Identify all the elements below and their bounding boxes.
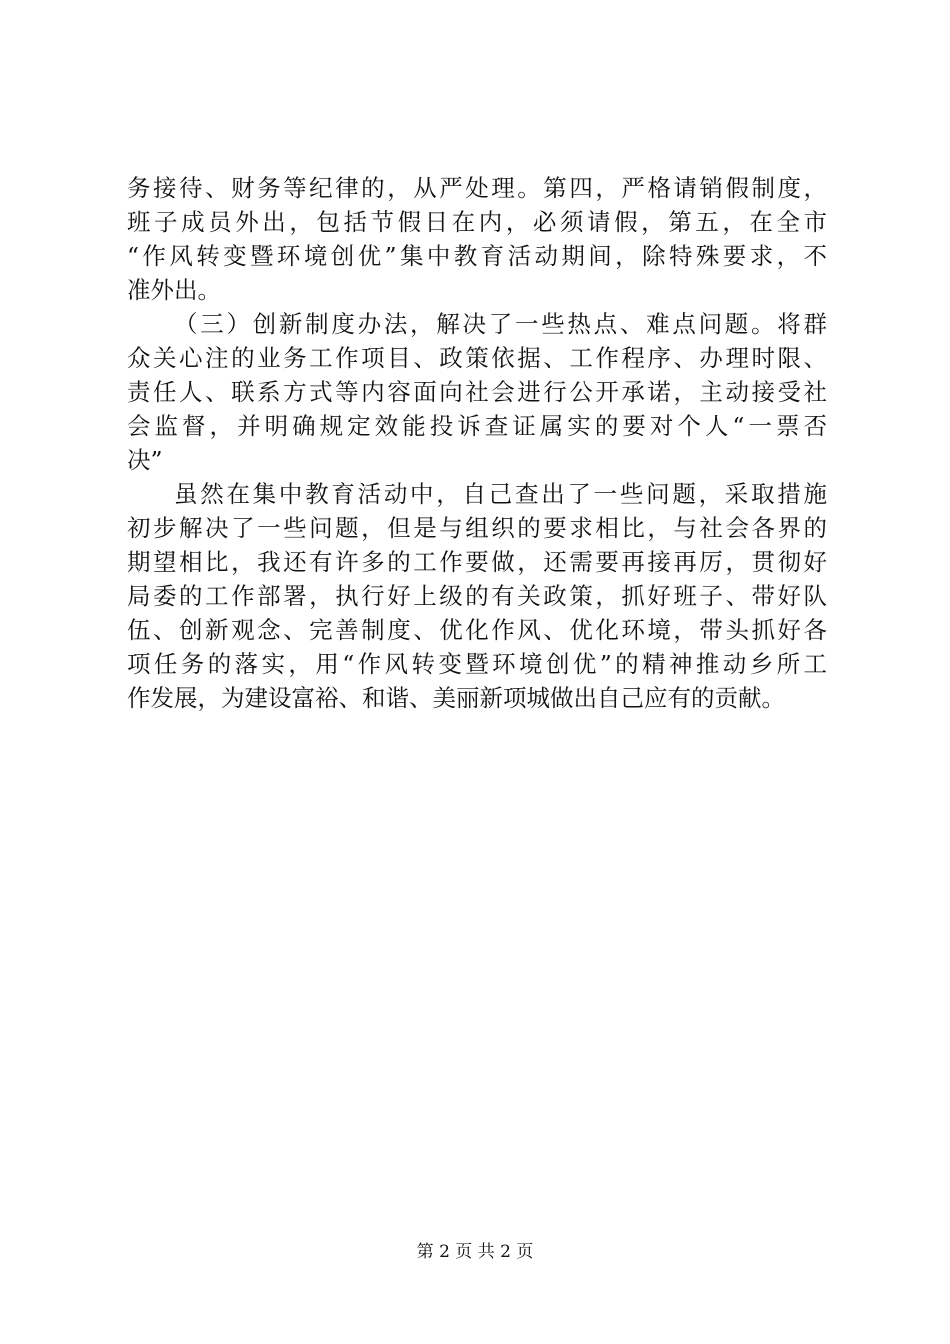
document-body [127,171,827,715]
page-footer: 第 2 页 共 2 页 [416,1242,534,1262]
text-line: 项任务的落实，用“作风转变暨环境创优”的精神推动乡所工 [127,650,827,678]
text-line: 会监督，并明确规定效能投诉查证属实的要对个人“一票否 [127,412,827,440]
text-line: 虽然在集中教育活动中，自己查出了一些问题，采取措施 [174,480,827,508]
text-line: 务接待、财务等纪律的，从严处理。第四，严格请销假制度， [127,174,827,202]
text-line: 准外出。 [127,276,221,304]
text-line: （三）创新制度办法，解决了一些热点、难点问题。将群 [174,310,827,338]
text-line: 伍、创新观念、完善制度、优化作风、优化环境，带头抓好各 [127,616,827,644]
text-line: 初步解决了一些问题，但是与组织的要求相比，与社会各界的 [127,514,827,542]
text-line: 期望相比，我还有许多的工作要做，还需要再接再厉，贯彻好 [127,548,827,576]
text-line: 局委的工作部署，执行好上级的有关政策，抓好班子、带好队 [127,582,827,610]
text-line: 众关心注的业务工作项目、政策依据、工作程序、办理时限、 [127,344,827,372]
text-line: 班子成员外出，包括节假日在内，必须请假，第五，在全市 [127,208,827,236]
text-line: “作风转变暨环境创优”集中教育活动期间，除特殊要求，不 [127,242,827,270]
text-line: 决” [127,446,163,474]
text-line: 责任人、联系方式等内容面向社会进行公开承诺，主动接受社 [127,378,827,406]
text-line: 作发展，为建设富裕、和谐、美丽新项城做出自己应有的贡献。 [127,684,785,712]
